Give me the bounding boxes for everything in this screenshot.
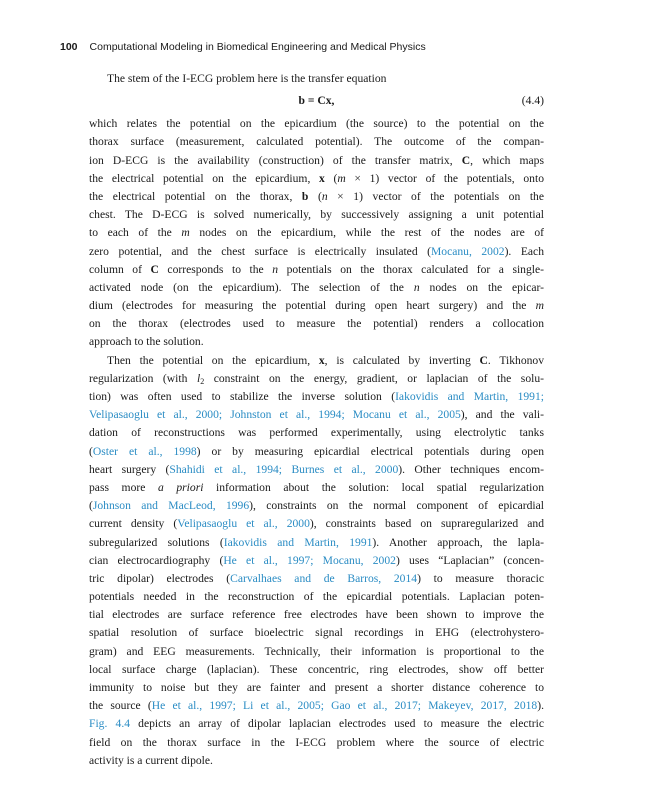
text-run: nodes on the epicardium, while the rest of the nodes are of — [189, 226, 544, 240]
text-line — [89, 224, 544, 242]
text-run: ). Each — [504, 244, 544, 258]
equation-4-4 — [89, 90, 544, 112]
emphasis: a priori — [157, 480, 204, 494]
math-symbol: C — [479, 353, 488, 367]
text-run: the source ( — [89, 699, 152, 713]
equation-body: b = Cx, — [298, 94, 335, 108]
text-line: thorax surface (measurement, calculated potential). The outcome of the compan- — [89, 135, 544, 149]
math-symbol: n — [413, 280, 420, 294]
text-run: ). Another approach, the lapla- — [372, 535, 544, 549]
text-run: regularization (with — [89, 371, 197, 385]
figure-link[interactable]: Fig. 4.4 — [89, 717, 131, 731]
paragraph-2 — [89, 352, 544, 770]
text-run: subregularized solutions ( — [89, 535, 224, 549]
text-run: ( — [89, 499, 93, 513]
citation-link[interactable]: Iakovidis and Martin, 1991 — [223, 535, 373, 549]
text-line — [89, 552, 544, 570]
text-run: tric dipolar) electrodes ( — [89, 571, 231, 585]
text-line: chest. The D-ECG is solved numerically, by successively assigning a unit potential — [89, 208, 544, 222]
citation-link[interactable]: Iakovidis and Martin, 1991; — [395, 390, 544, 403]
text-line: which relates the potential on the epicardium (the source) to the potential on the — [89, 117, 544, 131]
text-line: activity is a current dipole. — [89, 753, 213, 767]
text-run: ) or by measuring epicardial electrical potentials during open — [196, 444, 545, 458]
body-text — [89, 70, 544, 770]
text-run: column of — [89, 262, 151, 276]
text-run: dium (electrodes for measuring the potential during open heart surgery) and the — [89, 299, 536, 313]
text-line — [89, 515, 544, 533]
text-run: potentials on the thorax calculated for a single- — [278, 262, 544, 276]
text-run: the electrical potential on the epicardium, — [89, 171, 320, 185]
text-run: ( — [324, 171, 338, 185]
text-line — [89, 279, 544, 297]
text-run: ). Other techniques encom- — [398, 462, 544, 476]
citation-link[interactable]: Johnson and MacLeod, 1996 — [92, 499, 250, 513]
text-run: corresponds to the — [158, 262, 273, 276]
text-line: approach to the solution. — [89, 335, 204, 349]
math-symbol: C — [461, 153, 471, 167]
math-symbol: n — [321, 189, 328, 203]
math-symbol: x — [318, 353, 325, 367]
math-symbol: m — [535, 299, 544, 313]
text-line — [89, 479, 544, 497]
running-header — [60, 41, 580, 53]
text-line — [89, 534, 544, 552]
text-line — [89, 570, 544, 588]
running-title: Computational Modeling in Biomedical Engineering and Medical Physics — [89, 41, 426, 53]
text-run: ). — [537, 699, 544, 713]
text-run: ion D-ECG is the availability (construction) of the transfer matrix, — [89, 153, 462, 167]
equation-number: (4.4) — [521, 94, 544, 108]
text-line: gram) and EEG measurements. Technically, their information is proportional to the — [89, 644, 544, 658]
text-run: . Tikhonov — [487, 353, 545, 367]
citation-link[interactable]: Shahidi et al., 1994; Burnes et al., 2000 — [169, 462, 399, 476]
text-run: cian electrocardiography ( — [89, 553, 224, 567]
citation-link[interactable]: Mocanu, 2002 — [430, 244, 505, 258]
math-symbol: m — [337, 171, 346, 185]
text-line — [89, 261, 544, 279]
text-line: dation of reconstructions was performed experimentally, using electrolytic tanks — [89, 426, 544, 440]
math-symbol: n — [272, 262, 279, 276]
text-line — [89, 243, 544, 261]
text-run: heart surgery ( — [89, 462, 170, 476]
math-symbol: b — [301, 189, 309, 203]
text-run: ( — [89, 444, 93, 458]
text-run: tion) was often used to stabilize the inverse solution ( — [89, 390, 396, 403]
math-symbol: l — [196, 371, 201, 385]
text-run: nodes on the epicar- — [419, 280, 544, 294]
citation-link[interactable]: Velipasaoglu et al., 2000; Johnston et al., 1994; Mocanu et al., 2005 — [89, 408, 461, 422]
math-symbol: x — [319, 171, 325, 185]
text-run: ), constraints on the normal component of epicardial — [249, 499, 545, 513]
citation-link[interactable]: Velipasaoglu et al., 2000 — [177, 517, 310, 531]
text-run: activated node (on the epicardium). The selection of the — [89, 280, 414, 294]
text-line — [89, 297, 544, 315]
text-line — [89, 352, 544, 370]
text-run: ), and the vali- — [460, 408, 545, 422]
text-line — [89, 188, 544, 206]
text-line: immunity to noise but they are fainter and present a shorter distance coherence to — [89, 681, 544, 694]
text-run: ), constraints based on supraregularized and — [309, 517, 544, 531]
page-number: 100 — [60, 41, 78, 53]
text-run: the electrical potential on the thorax, — [89, 189, 302, 203]
text-run: to each of the — [89, 226, 182, 240]
text-run: constraint on the energy, gradient, or laplacian of the solu- — [204, 371, 544, 385]
math-symbol: m — [181, 226, 190, 240]
citation-link[interactable]: Oster et al., 1998 — [92, 444, 197, 458]
text-line — [89, 497, 544, 515]
text-run: × 1) vector of the potentials on the — [327, 189, 545, 203]
citation-link[interactable]: He et al., 1997; Li et al., 2005; Gao et al., 2017; Makeyev, 2017, 2018 — [151, 699, 538, 713]
text-line: tial electrodes are surface reference free electrodes have been shown to improve the — [89, 608, 544, 622]
text-run: ( — [308, 189, 322, 203]
text-run: ) uses “Laplacian” (concen- — [395, 553, 544, 567]
text-run: × 1) vector of the potentials, onto — [345, 171, 544, 185]
text-run: information about the solution: local spatial regularization — [203, 480, 544, 494]
text-line — [89, 461, 544, 479]
text-run: , is calculated by inverting — [324, 353, 480, 367]
paragraph-1 — [89, 115, 544, 351]
text-line — [89, 170, 544, 188]
math-symbol: C — [150, 262, 159, 276]
text-line: on the thorax (electrodes used to measure the potential) renders a collocation — [89, 317, 544, 331]
text-line: local surface charge (laplacian). These concentric, ring electrodes, show off better — [89, 662, 544, 676]
text-line — [89, 370, 544, 388]
text-run: pass more — [89, 480, 158, 494]
text-line — [89, 152, 544, 170]
text-line — [89, 406, 544, 424]
text-line: field on the thorax surface in the I-ECG problem where the source of electric — [89, 735, 544, 749]
subscript: 2 — [200, 376, 205, 386]
text-run: depicts an array of dipolar laplacian electrodes used to measure the electric — [130, 717, 544, 731]
text-run: , which maps — [470, 153, 544, 167]
text-line — [89, 388, 544, 406]
text-line — [89, 443, 544, 461]
citation-link[interactable]: Carvalhaes and de Barros, 2014 — [230, 571, 418, 585]
text-line — [89, 715, 544, 733]
text-line: potentials needed in the reconstruction of the epicardial potentials. Laplacian poten- — [89, 590, 544, 604]
text-run: ) to measure thoracic — [417, 571, 544, 585]
text-line: spatial resolution of surface bioelectric signal recordings in EHG (electrohystero- — [89, 626, 544, 640]
text-run: Then the potential on the epicardium, — [107, 353, 319, 367]
citation-link[interactable]: He et al., 1997; Mocanu, 2002 — [223, 553, 396, 567]
text-run: zero potential, and the chest surface is electrically insulated ( — [89, 244, 431, 258]
intro-line: The stem of the I-ECG problem here is the transfer equation — [107, 72, 387, 85]
text-line — [89, 697, 544, 715]
text-run: current density ( — [89, 517, 178, 531]
